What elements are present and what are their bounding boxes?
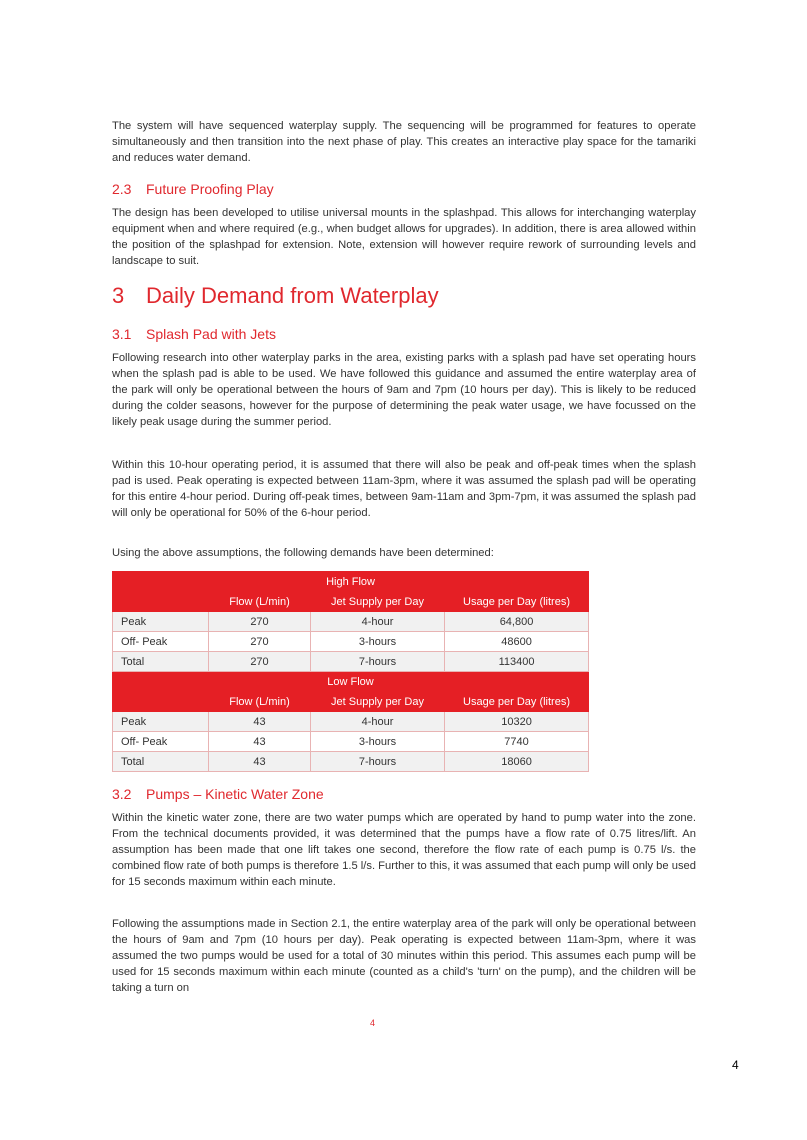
row-label: Total: [113, 652, 209, 672]
table-cell: 4-hour: [311, 712, 445, 732]
section-2-3-number: 2.3: [112, 181, 132, 197]
table-cell: 270: [209, 652, 311, 672]
row-label: Peak: [113, 612, 209, 632]
footer-mark: 4: [370, 1018, 376, 1028]
table-header-row: [113, 692, 589, 712]
section-3-2-para-1: Within the kinetic water zone, there are two water pumps which are operated by hand to pump water into the zone. From the technical documents provided, it was determined that the pumps have a flow rate of 0.75 litres/lift. An assumption has been made that one lift takes one second, therefore the flow rate of each pump is 0.75 l/s. the combined flow rate of both pumps is therefore 1.5 l/s. Further to this, it was assumed that each pump will only be used for 15 seconds maximum within each minute.: [112, 812, 696, 888]
high-flow-title: High Flow: [113, 572, 589, 592]
header-cell: Usage per Day (litres): [445, 592, 589, 612]
section-3-title: Daily Demand from Waterplay: [146, 283, 439, 308]
table-cell: 4-hour: [311, 612, 445, 632]
table-cell: 270: [209, 612, 311, 632]
section-3-heading: [112, 283, 439, 309]
section-3-1-para-1: Following research into other waterplay parks in the area, existing parks with a splash pad have set operating hours when the splash pad is able to be used. We have followed this guidance and assumed the entire waterplay area of the park will only be operational between the hours of 9am and 7pm (10 hours per day). This is likely to be reduced during the colder seasons, however for the purpose of determining the peak water usage, we have focussed on the likely peak usage during the summer period.: [112, 352, 696, 428]
header-cell: [113, 692, 209, 712]
section-3-1-title: Splash Pad with Jets: [146, 326, 276, 342]
row-label: Off- Peak: [113, 732, 209, 752]
header-cell: Flow (L/min): [209, 592, 311, 612]
table-cell: 43: [209, 732, 311, 752]
header-cell: Usage per Day (litres): [445, 692, 589, 712]
demand-table: [112, 571, 589, 772]
table-cell: 3-hours: [311, 632, 445, 652]
table-cell: 3-hours: [311, 732, 445, 752]
table-section-title-row: [113, 572, 589, 592]
table-cell: 113400: [445, 652, 589, 672]
table-row: [113, 732, 589, 752]
table-cell: 48600: [445, 632, 589, 652]
section-3-1-para-3: Using the above assumptions, the following demands have been determined:: [112, 547, 494, 559]
table-header-row: [113, 592, 589, 612]
header-cell: [113, 592, 209, 612]
table-cell: 64,800: [445, 612, 589, 632]
table-cell: 10320: [445, 712, 589, 732]
low-flow-title: Low Flow: [113, 672, 589, 692]
table-cell: 43: [209, 752, 311, 772]
page-number: 4: [732, 1058, 739, 1072]
section-3-1-heading: [112, 326, 276, 342]
section-2-3-heading: [112, 181, 274, 197]
table-row: [113, 632, 589, 652]
table-cell: 270: [209, 632, 311, 652]
row-label: Peak: [113, 712, 209, 732]
section-3-1-para-2: Within this 10-hour operating period, it is assumed that there will also be peak and off-peak times when the splash pad is used. Peak operating is expected between 11am-3pm, where it was assumed the splash pad will be operating for this entire 4-hour period. During off-peak times, between 9am-11am and 3pm-7pm, it was assumed the splash pad will only be operational for 50% of the 6-hour period.: [112, 459, 696, 519]
section-3-number: 3: [112, 283, 125, 308]
section-2-3-body: The design has been developed to utilise universal mounts in the splashpad. This allows for interchanging waterplay equipment when and where required (e.g., when budget allows for upgrades). In addition, there is area allowed within the position of the splashpad for extension. Note, extension will however require rework of surrounding levels and landscape to suit.: [112, 207, 696, 267]
table-row: [113, 652, 589, 672]
section-3-2-para-2: Following the assumptions made in Section 2.1, the entire waterplay area of the park will only be operational between the hours of 9am and 7pm (10 hours per day). Peak operating is expected between 11am-3pm, where it was assumed the two pumps would be used for a total of 30 minutes within this period. This assumes each pump will be used for 15 seconds maximum within each minute (counted as a child's 'turn' on the pump), and the children will be taking a turn on: [112, 918, 696, 994]
table-cell: 7740: [445, 732, 589, 752]
table-row: [113, 752, 589, 772]
section-2-3-title: Future Proofing Play: [146, 181, 274, 197]
header-cell: Flow (L/min): [209, 692, 311, 712]
header-cell: Jet Supply per Day: [311, 592, 445, 612]
header-cell: Jet Supply per Day: [311, 692, 445, 712]
table-cell: 43: [209, 712, 311, 732]
table-section-title-row: [113, 672, 589, 692]
section-3-2-title: Pumps – Kinetic Water Zone: [146, 786, 324, 802]
section-3-1-number: 3.1: [112, 326, 132, 342]
table-row: [113, 712, 589, 732]
intro-paragraph: The system will have sequenced waterplay supply. The sequencing will be programmed for features to operate simultaneously and then transition into the next phase of play. This creates an interactive play space for the tamariki and reduces water demand.: [112, 120, 696, 164]
table-row: [113, 612, 589, 632]
table-cell: 7-hours: [311, 652, 445, 672]
table-cell: 7-hours: [311, 752, 445, 772]
row-label: Total: [113, 752, 209, 772]
table-cell: 18060: [445, 752, 589, 772]
section-3-2-heading: [112, 786, 324, 802]
section-3-2-number: 3.2: [112, 786, 132, 802]
row-label: Off- Peak: [113, 632, 209, 652]
